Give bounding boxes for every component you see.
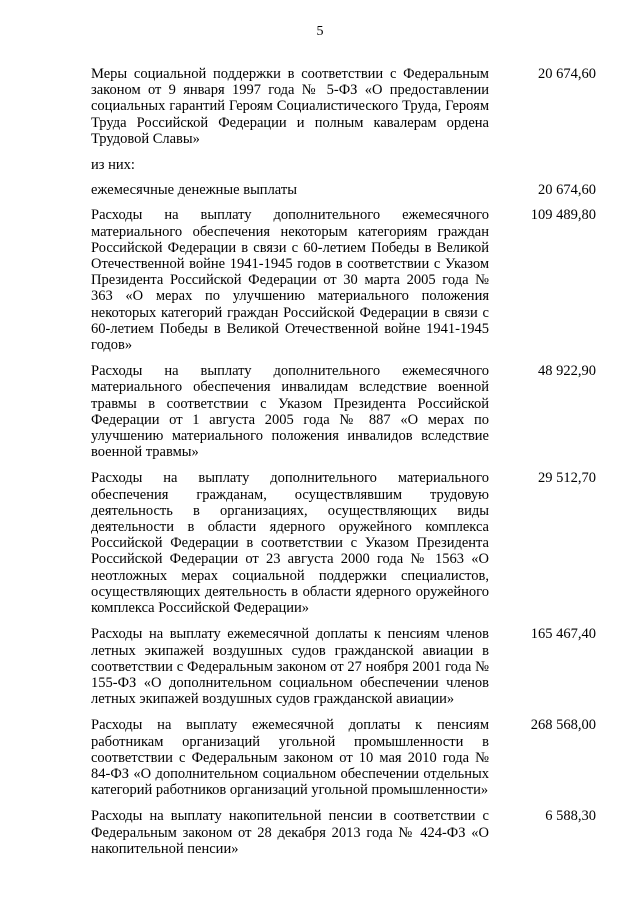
table-row [91, 363, 596, 460]
table-row [91, 470, 596, 616]
row-description: Расходы на выплату дополнительного ежемесячного материального обеспечения некоторым категориям граждан Российской Федерации в связи с 60-летием Победы в Великой Отечественной войне 1941-1945 годов в соответствии с Указом Президента Российской Федерации от 30 марта 2005 года № 363 «О мерах по улучшению материального положения некоторых категорий граждан Российской Федерации в связи с 60-летием Победы в Великой Отечественной войне 1941-1945 годов» [91, 207, 489, 354]
row-amount: 48 922,90 [538, 363, 596, 380]
table-row [91, 157, 596, 173]
row-description: Расходы на выплату ежемесячной доплаты к пенсиям работникам организаций угольной промышленности в соответствии с Федеральным законом от 10 мая 2010 года № 84-ФЗ «О дополнительном социальном обеспечении отдельных категорий работников организаций угольной промышленности» [91, 717, 489, 799]
row-description: Расходы на выплату ежемесячной доплаты к пенсиям членов летных экипажей воздушных судов гражданской авиации в соответствии с Федеральным законом от 27 ноября 2001 года № 155-ФЗ «О дополнительном социальном обеспечении членов летных экипажей воздушных судов гражданской авиации» [91, 626, 489, 708]
table-row [91, 717, 596, 798]
row-description: из них: [91, 157, 135, 174]
table-row [91, 207, 596, 353]
row-description: Меры социальной поддержки в соответствии с Федеральным законом от 9 января 1997 года № 5-ФЗ «О предоставлении социальных гарантий Героям Социалистического Труда, Героям Труда Российской Федерации и полным кавалерам ордена Трудовой Славы» [91, 66, 489, 147]
row-amount: 6 588,30 [545, 808, 596, 825]
table-row [91, 808, 596, 857]
row-description: Расходы на выплату дополнительного ежемесячного материального обеспечения инвалидам вследствие военной травмы в соответствии с Указом Президента Российской Федерации от 1 августа 2005 года № 887 «О мерах по улучшению материального положения инвалидов вследствие военной травмы» [91, 363, 489, 461]
row-amount: 109 489,80 [530, 207, 596, 224]
page-number: 5 [316, 24, 324, 39]
row-amount: 268 568,00 [530, 717, 596, 734]
budget-table [91, 66, 596, 867]
row-amount: 29 512,70 [538, 470, 596, 487]
table-row [91, 182, 596, 198]
row-amount: 20 674,60 [538, 182, 596, 199]
table-row [91, 66, 596, 147]
row-description: Расходы на выплату накопительной пенсии в соответствии с Федеральным законом от 28 декабря 2013 года № 424-ФЗ «О накопительной пенсии» [91, 808, 489, 857]
row-amount: 20 674,60 [538, 66, 596, 82]
row-description: Расходы на выплату дополнительного материального обеспечения гражданам, осуществлявшим трудовую деятельность в организациях, осуществляющих виды деятельности в области ядерного оружейного комплекса Российской Федерации в соответствии с Указом Президента Российской Федерации от 23 августа 2000 года № 1563 «О неотложных мерах социальной поддержки специалистов, осуществляющих деятельность в области ядерного оружейного комплекса Российской Федерации» [91, 470, 489, 617]
row-description: ежемесячные денежные выплаты [91, 182, 297, 199]
table-row [91, 626, 596, 707]
row-amount: 165 467,40 [530, 626, 596, 643]
